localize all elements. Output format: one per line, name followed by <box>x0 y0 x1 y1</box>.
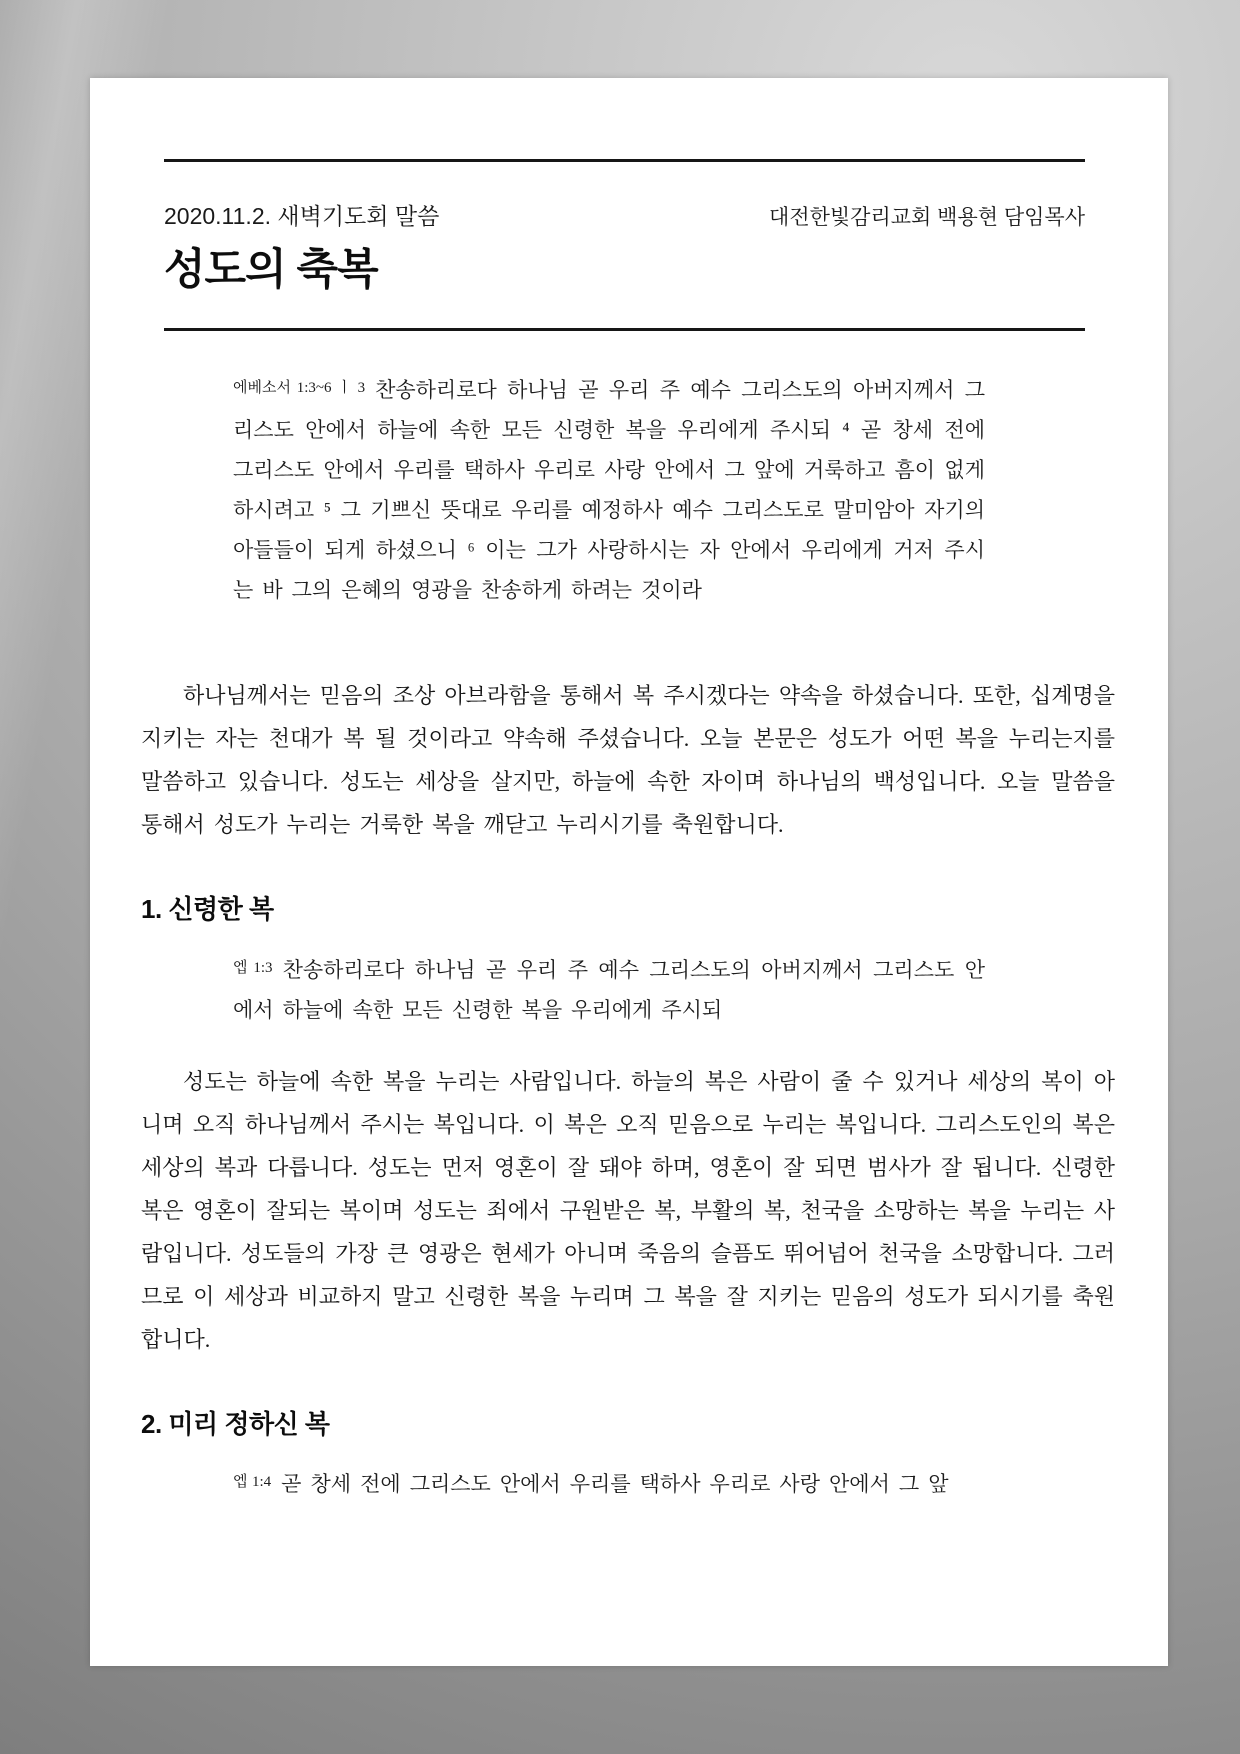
main-scripture-block <box>233 368 985 610</box>
intro-paragraph: 하나님께서는 믿음의 조상 아브라함을 통해서 복 주시겠다는 약속을 하셨습니다. 또한, 십계명을 지키는 자는 천대가 복 될 것이라고 약속해 주셨습니다. 오늘 본문은 성도가 어떤 복을 누리는지를 말씀하고 있습니다. 성도는 세상을 살지만, 하늘에 속한 자이며 하나님의 백성입니다. 오늘 말씀을 통해서 성도가 누리는 거룩한 복을 깨닫고 누리시기를 축원합니다. <box>141 683 1115 838</box>
scripture-reference: 엡 1:4 <box>233 1474 272 1491</box>
document-page <box>90 78 1168 1666</box>
scripture-text: 찬송하리로다 하나님 곧 우리 주 예수 그리스도의 아버지께서 그리스도 안에서 하늘에 속한 모든 신령한 복을 우리에게 주시되 ⁴ 곧 창세 전에 그리스도 안에서 우리를 택하사 우리로 사랑 안에서 그 앞에 거룩하고 흠이 없게 하시려고 ⁵ 그 기쁘신 뜻대로 우리를 예정하사 예수 그리스도로 말미암아 자기의 아들들이 되게 하셨으니 ⁶ 이는 그가 사랑하시는 자 안에서 우리에게 거저 주시는 바 그의 은혜의 영광을 찬송하게 하려는 것이라 <box>233 378 985 603</box>
top-divider <box>164 159 1085 162</box>
scripture-text: 찬송하리로다 하나님 곧 우리 주 예수 그리스도의 아버지께서 그리스도 안에서 하늘에 속한 모든 신령한 복을 우리에게 주시되 <box>233 957 985 1022</box>
section-1-heading: 1. 신령한 복 <box>141 894 274 925</box>
section-1-paragraph: 성도는 하늘에 속한 복을 누리는 사람입니다. 하늘의 복은 사람이 줄 수 있거나 세상의 복이 아니며 오직 하나님께서 주시는 복입니다. 이 복은 오직 믿음으로 누리는 복입니다. 그리스도인의 복은 세상의 복과 다릅니다. 성도는 먼저 영혼이 잘 돼야 하며, 영혼이 잘 되면 범사가 잘 됩니다. 신령한 복은 영혼이 잘되는 복이며 성도는 죄에서 구원받은 복, 부활의 복, 천국을 소망하는 복을 누리는 사람입니다. 성도들의 가장 큰 영광은 현세가 아니며 죽음의 슬픔도 뛰어넘어 천국을 소망합니다. 그러므로 이 세상과 비교하지 말고 신령한 복을 누리며 그 복을 잘 지키는 믿음의 성도가 되시기를 축원합니다. <box>141 1068 1115 1352</box>
scripture-reference: 에베소서 1:3~6 ㅣ 3 <box>233 380 366 397</box>
section-2-heading: 2. 미리 정하신 복 <box>141 1408 330 1439</box>
section-2-scripture-block <box>233 1462 985 1504</box>
page-title: 성도의 축복 <box>164 246 378 294</box>
title-divider <box>164 328 1085 331</box>
header-church-text: 대전한빛감리교회 백용현 담임목사 <box>769 206 1085 229</box>
scripture-reference: 엡 1:3 <box>233 959 273 976</box>
scripture-text: 곧 창세 전에 그리스도 안에서 우리를 택하사 우리로 사랑 안에서 그 앞 <box>281 1472 949 1497</box>
document-header <box>164 198 1085 231</box>
section-1-scripture-block <box>233 948 985 1030</box>
header-date-text: 2020.11.2. 새벽기도회 말씀 <box>164 203 440 229</box>
